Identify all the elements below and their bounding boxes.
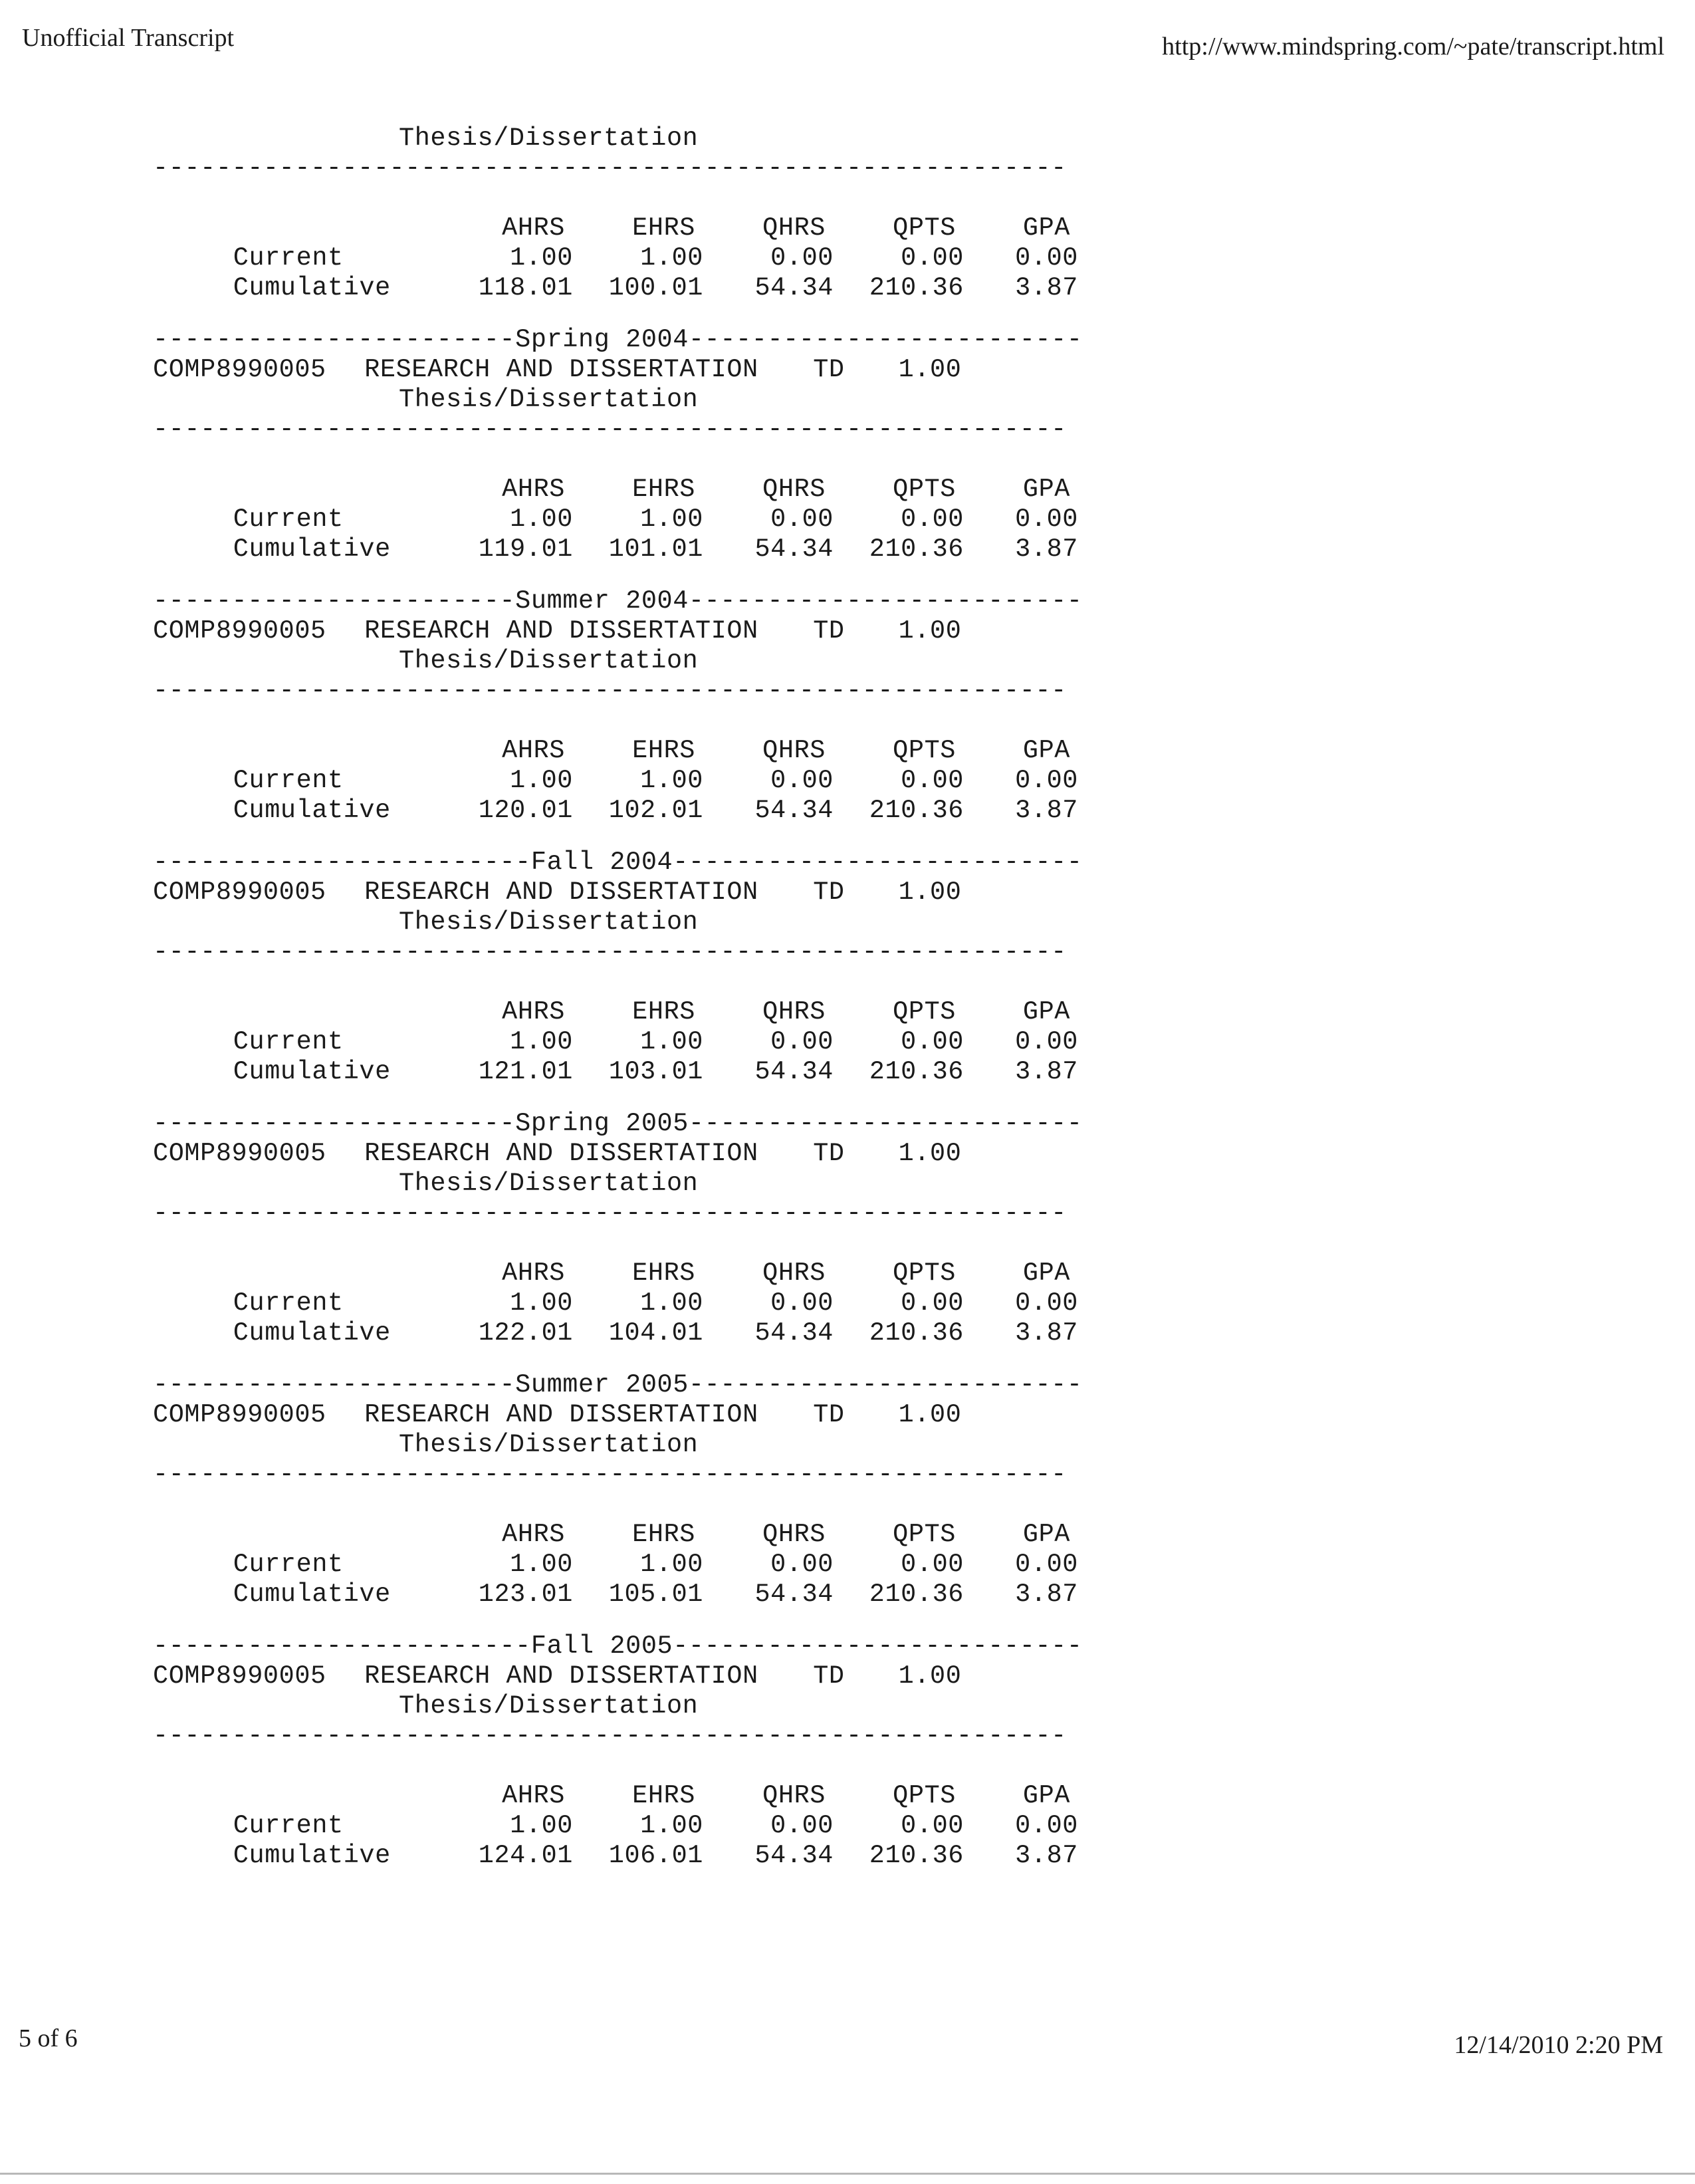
stats-value: 54.34 [754, 1318, 834, 1348]
course-note: Thesis/Dissertation [399, 908, 699, 937]
stats-value: 103.01 [608, 1057, 703, 1086]
stats-value: 0.00 [901, 1288, 964, 1318]
stats-value: 101.01 [608, 535, 703, 564]
course-code: COMP8990005 [153, 355, 326, 384]
course-title: RESEARCH AND DISSERTATION [364, 1661, 758, 1691]
stats-row-label: Cumulative [233, 1057, 391, 1086]
course-line [153, 1400, 1083, 1430]
course-code: COMP8990005 [153, 1139, 326, 1168]
stats-value: 105.01 [608, 1580, 703, 1609]
course-note: Thesis/Dissertation [399, 385, 699, 414]
stats-value: 1.00 [510, 1811, 573, 1840]
stats-row-label: Current [233, 766, 344, 795]
stats-column-header: QHRS [762, 736, 826, 765]
stats-column-header: QHRS [762, 213, 826, 243]
stats-column-header: EHRS [632, 1259, 695, 1288]
stats-value: 3.87 [1015, 273, 1078, 303]
course-note-line [153, 124, 1083, 154]
stats-header-row [153, 475, 1083, 505]
stats-row-label: Current [233, 243, 344, 273]
term-heading: -----------------------Spring 2004------------------------- [153, 325, 1083, 354]
stats-column-header: EHRS [632, 997, 695, 1027]
stats-value: 1.00 [510, 243, 573, 273]
document-header-title: Unofficial Transcript [22, 24, 235, 52]
stats-row-label: Current [233, 1027, 344, 1056]
stats-value: 3.87 [1015, 535, 1078, 564]
stats-column-header: GPA [1022, 213, 1070, 243]
dashed-rule: ---------------------------------------------------------- [153, 1199, 1067, 1228]
stats-value: 120.01 [478, 796, 573, 825]
stats-value: 3.87 [1015, 1318, 1078, 1348]
stats-row-label: Cumulative [233, 796, 391, 825]
course-line [153, 878, 1083, 908]
stats-value: 1.00 [640, 243, 703, 273]
stats-value: 210.36 [869, 796, 964, 825]
stats-value: 0.00 [901, 1550, 964, 1579]
course-note: Thesis/Dissertation [399, 124, 699, 153]
stats-row-label: Cumulative [233, 1580, 391, 1609]
stats-value: 1.00 [640, 1288, 703, 1318]
stats-column-header: EHRS [632, 1781, 695, 1810]
stats-column-header: AHRS [502, 1781, 565, 1810]
stats-value: 210.36 [869, 1057, 964, 1086]
course-note-line [153, 1691, 1083, 1721]
stats-value: 54.34 [754, 1841, 834, 1870]
dashed-rule: ---------------------------------------------------------- [153, 415, 1067, 444]
course-hours: 1.00 [898, 1661, 962, 1691]
term-heading-line [153, 325, 1083, 355]
term-heading: -----------------------Spring 2005------------------------- [153, 1109, 1083, 1138]
stats-column-header: GPA [1022, 475, 1070, 504]
course-note-line [153, 1169, 1083, 1199]
stats-value: 0.00 [770, 766, 834, 795]
stats-value: 0.00 [901, 766, 964, 795]
stats-value: 0.00 [1015, 766, 1078, 795]
term-heading: ------------------------Fall 2005-------------------------- [153, 1632, 1083, 1661]
stats-value: 119.01 [478, 535, 573, 564]
stats-value: 102.01 [608, 796, 703, 825]
term-heading-line [153, 1109, 1083, 1139]
stats-value: 1.00 [510, 1027, 573, 1056]
stats-row-label: Current [233, 505, 344, 534]
spacer [153, 445, 1083, 475]
stats-row-current [153, 766, 1083, 796]
document-header-url: http://www.mindspring.com/~pate/transcript.html [1162, 33, 1664, 61]
separator-line [153, 1199, 1083, 1229]
dashed-rule: ---------------------------------------------------------- [153, 1460, 1067, 1489]
stats-header-row [153, 213, 1083, 243]
term-heading: ------------------------Fall 2004-------------------------- [153, 848, 1083, 877]
separator-line [153, 154, 1083, 183]
stats-value: 0.00 [770, 1811, 834, 1840]
term-heading-line [153, 1632, 1083, 1661]
stats-header-row [153, 1259, 1083, 1288]
stats-value: 100.01 [608, 273, 703, 303]
stats-value: 0.00 [770, 243, 834, 273]
stats-value: 54.34 [754, 535, 834, 564]
course-hours: 1.00 [898, 616, 962, 646]
stats-row-current [153, 1288, 1083, 1318]
stats-value: 54.34 [754, 1580, 834, 1609]
stats-column-header: EHRS [632, 475, 695, 504]
course-code: COMP8990005 [153, 878, 326, 907]
term-heading: -----------------------Summer 2005------------------------- [153, 1370, 1083, 1399]
stats-row-current [153, 243, 1083, 273]
stats-row-current [153, 505, 1083, 535]
separator-line [153, 1721, 1083, 1751]
stats-column-header: GPA [1022, 997, 1070, 1027]
course-note: Thesis/Dissertation [399, 646, 699, 675]
stats-row-label: Cumulative [233, 273, 391, 303]
stats-value: 0.00 [901, 505, 964, 534]
course-hours: 1.00 [898, 1400, 962, 1429]
stats-value: 54.34 [754, 273, 834, 303]
stats-value: 123.01 [478, 1580, 573, 1609]
stats-column-header: QPTS [893, 1259, 956, 1288]
stats-column-header: AHRS [502, 475, 565, 504]
stats-value: 210.36 [869, 1841, 964, 1870]
stats-value: 210.36 [869, 273, 964, 303]
term-heading-line [153, 848, 1083, 878]
course-grade: TD [813, 878, 845, 907]
stats-column-header: EHRS [632, 736, 695, 765]
stats-value: 1.00 [640, 766, 703, 795]
stats-row-current [153, 1550, 1083, 1580]
stats-value: 210.36 [869, 1580, 964, 1609]
stats-column-header: AHRS [502, 213, 565, 243]
course-title: RESEARCH AND DISSERTATION [364, 355, 758, 384]
stats-value: 1.00 [510, 505, 573, 534]
stats-value: 0.00 [770, 1550, 834, 1579]
stats-value: 3.87 [1015, 796, 1078, 825]
stats-column-header: GPA [1022, 1259, 1070, 1288]
stats-value: 0.00 [770, 1027, 834, 1056]
stats-value: 0.00 [1015, 1811, 1078, 1840]
dashed-rule: ---------------------------------------------------------- [153, 937, 1067, 967]
stats-value: 1.00 [510, 766, 573, 795]
course-note-line [153, 908, 1083, 937]
stats-column-header: QPTS [893, 475, 956, 504]
course-title: RESEARCH AND DISSERTATION [364, 616, 758, 646]
stats-value: 0.00 [1015, 1288, 1078, 1318]
stats-value: 104.01 [608, 1318, 703, 1348]
stats-column-header: QHRS [762, 475, 826, 504]
spacer [153, 183, 1083, 213]
stats-column-header: AHRS [502, 997, 565, 1027]
transcript-body [153, 124, 1083, 1871]
stats-row-cumulative [153, 1841, 1083, 1871]
term-heading: -----------------------Summer 2004------------------------- [153, 586, 1083, 616]
course-grade: TD [813, 355, 845, 384]
stats-value: 3.87 [1015, 1841, 1078, 1870]
stats-column-header: QPTS [893, 736, 956, 765]
stats-row-label: Current [233, 1288, 344, 1318]
stats-column-header: QPTS [893, 1781, 956, 1810]
stats-row-cumulative [153, 796, 1083, 826]
scan-edge-line [0, 2173, 1695, 2175]
stats-row-cumulative [153, 1318, 1083, 1348]
course-title: RESEARCH AND DISSERTATION [364, 1139, 758, 1168]
stats-value: 124.01 [478, 1841, 573, 1870]
stats-value: 0.00 [901, 1811, 964, 1840]
course-note: Thesis/Dissertation [399, 1691, 699, 1721]
stats-value: 106.01 [608, 1841, 703, 1870]
separator-line [153, 937, 1083, 967]
course-note-line [153, 1430, 1083, 1460]
stats-column-header: GPA [1022, 1781, 1070, 1810]
course-line [153, 616, 1083, 646]
stats-value: 1.00 [510, 1288, 573, 1318]
spacer [153, 1087, 1083, 1109]
spacer [153, 1610, 1083, 1632]
spacer [153, 1751, 1083, 1781]
course-line [153, 1661, 1083, 1691]
stats-row-label: Current [233, 1811, 344, 1840]
term-heading-line [153, 586, 1083, 616]
stats-column-header: AHRS [502, 1259, 565, 1288]
stats-value: 0.00 [1015, 1550, 1078, 1579]
course-title: RESEARCH AND DISSERTATION [364, 1400, 758, 1429]
stats-column-header: QHRS [762, 1781, 826, 1810]
stats-header-row [153, 1781, 1083, 1811]
course-note: Thesis/Dissertation [399, 1169, 699, 1198]
course-grade: TD [813, 616, 845, 646]
stats-value: 0.00 [901, 1027, 964, 1056]
stats-header-row [153, 736, 1083, 766]
spacer [153, 826, 1083, 848]
spacer [153, 967, 1083, 997]
stats-row-cumulative [153, 1580, 1083, 1610]
spacer [153, 564, 1083, 586]
course-note-line [153, 385, 1083, 415]
separator-line [153, 676, 1083, 706]
stats-value: 1.00 [510, 1550, 573, 1579]
stats-column-header: AHRS [502, 736, 565, 765]
spacer [153, 303, 1083, 325]
course-code: COMP8990005 [153, 1661, 326, 1691]
stats-value: 54.34 [754, 1057, 834, 1086]
spacer [153, 1348, 1083, 1370]
stats-row-label: Cumulative [233, 1318, 391, 1348]
stats-value: 0.00 [770, 505, 834, 534]
spacer [153, 1229, 1083, 1259]
stats-row-cumulative [153, 535, 1083, 564]
stats-row-current [153, 1811, 1083, 1841]
stats-value: 1.00 [640, 505, 703, 534]
stats-row-cumulative [153, 273, 1083, 303]
stats-column-header: QHRS [762, 1520, 826, 1549]
stats-row-label: Current [233, 1550, 344, 1579]
separator-line [153, 1460, 1083, 1490]
stats-value: 0.00 [1015, 505, 1078, 534]
stats-column-header: GPA [1022, 1520, 1070, 1549]
stats-column-header: QPTS [893, 1520, 956, 1549]
stats-row-current [153, 1027, 1083, 1057]
stats-value: 1.00 [640, 1811, 703, 1840]
course-note-line [153, 646, 1083, 676]
spacer [153, 706, 1083, 736]
stats-value: 0.00 [1015, 1027, 1078, 1056]
stats-value: 210.36 [869, 535, 964, 564]
course-title: RESEARCH AND DISSERTATION [364, 878, 758, 907]
separator-line [153, 415, 1083, 445]
stats-column-header: GPA [1022, 736, 1070, 765]
stats-column-header: QPTS [893, 213, 956, 243]
stats-value: 1.00 [640, 1550, 703, 1579]
course-note: Thesis/Dissertation [399, 1430, 699, 1459]
course-code: COMP8990005 [153, 1400, 326, 1429]
stats-column-header: QPTS [893, 997, 956, 1027]
course-line [153, 355, 1083, 385]
stats-column-header: QHRS [762, 1259, 826, 1288]
stats-value: 0.00 [1015, 243, 1078, 273]
stats-value: 3.87 [1015, 1580, 1078, 1609]
course-grade: TD [813, 1400, 845, 1429]
stats-value: 121.01 [478, 1057, 573, 1086]
stats-value: 0.00 [901, 243, 964, 273]
term-heading-line [153, 1370, 1083, 1400]
stats-value: 54.34 [754, 796, 834, 825]
stats-header-row [153, 1520, 1083, 1550]
stats-column-header: QHRS [762, 997, 826, 1027]
stats-column-header: EHRS [632, 1520, 695, 1549]
stats-row-cumulative [153, 1057, 1083, 1087]
course-grade: TD [813, 1139, 845, 1168]
page-number: 5 of 6 [19, 2024, 78, 2052]
spacer [153, 1490, 1083, 1520]
dashed-rule: ---------------------------------------------------------- [153, 1721, 1067, 1751]
dashed-rule: ---------------------------------------------------------- [153, 676, 1067, 705]
dashed-rule: ---------------------------------------------------------- [153, 154, 1067, 183]
course-hours: 1.00 [898, 878, 962, 907]
stats-column-header: AHRS [502, 1520, 565, 1549]
stats-value: 3.87 [1015, 1057, 1078, 1086]
stats-value: 1.00 [640, 1027, 703, 1056]
stats-header-row [153, 997, 1083, 1027]
stats-row-label: Cumulative [233, 1841, 391, 1870]
print-datetime: 12/14/2010 2:20 PM [1454, 2031, 1663, 2059]
course-hours: 1.00 [898, 355, 962, 384]
stats-column-header: EHRS [632, 213, 695, 243]
course-grade: TD [813, 1661, 845, 1691]
course-code: COMP8990005 [153, 616, 326, 646]
stats-row-label: Cumulative [233, 535, 391, 564]
stats-value: 210.36 [869, 1318, 964, 1348]
course-line [153, 1139, 1083, 1169]
stats-value: 0.00 [770, 1288, 834, 1318]
stats-value: 122.01 [478, 1318, 573, 1348]
stats-value: 118.01 [478, 273, 573, 303]
course-hours: 1.00 [898, 1139, 962, 1168]
